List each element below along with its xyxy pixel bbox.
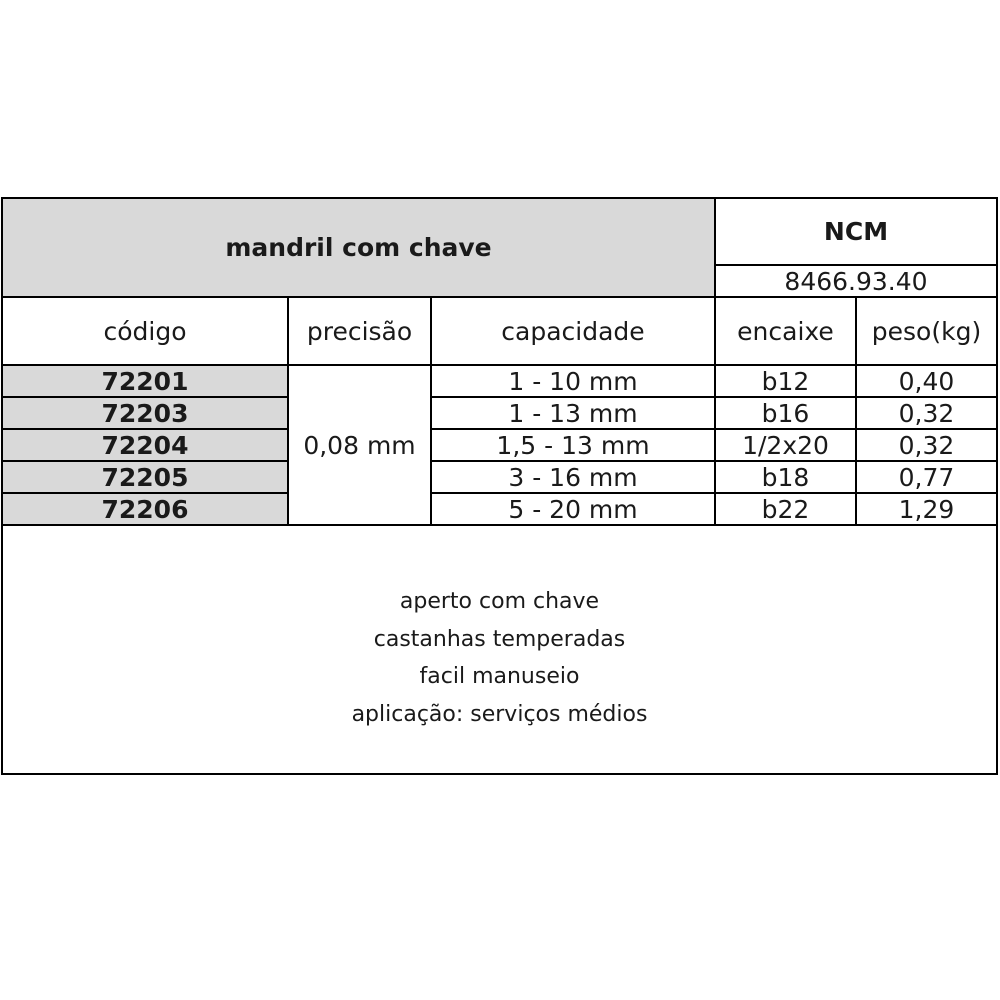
feature-item: aperto com chave: [399, 589, 600, 614]
table-header-row: [3, 297, 996, 365]
feature-item: facil manuseio: [419, 664, 580, 689]
ncm-label: NCM: [715, 199, 996, 265]
table-row: [3, 461, 996, 493]
fit-cell: b22: [715, 493, 856, 525]
column-header-precision: precisão: [288, 297, 431, 365]
capacity-cell: 1 - 13 mm: [431, 397, 715, 429]
table-row: [3, 365, 996, 397]
weight-cell: 0,77: [856, 461, 996, 493]
column-header-code: código: [3, 297, 288, 365]
code-cell: 72201: [3, 365, 288, 397]
fit-cell: b18: [715, 461, 856, 493]
weight-cell: 0,32: [856, 429, 996, 461]
code-cell: 72204: [3, 429, 288, 461]
feature-item: aplicação: serviços médios: [351, 701, 648, 727]
column-header-fit: encaixe: [715, 297, 856, 365]
precision-cell: 0,08 mm: [288, 365, 431, 525]
column-header-capacity: capacidade: [431, 297, 715, 365]
fit-cell: 1/2x20: [715, 429, 856, 461]
feature-list: [3, 583, 996, 733]
spec-table: [3, 199, 996, 526]
weight-cell: 1,29: [856, 493, 996, 525]
product-title: mandril com chave: [3, 199, 715, 297]
column-header-weight: peso(kg): [856, 297, 996, 365]
capacity-cell: 1 - 10 mm: [431, 365, 715, 397]
capacity-cell: 5 - 20 mm: [431, 493, 715, 525]
table-row: [3, 429, 996, 461]
weight-cell: 0,40: [856, 365, 996, 397]
capacity-cell: 3 - 16 mm: [431, 461, 715, 493]
code-cell: 72205: [3, 461, 288, 493]
weight-cell: 0,32: [856, 397, 996, 429]
fit-cell: b12: [715, 365, 856, 397]
code-cell: 72206: [3, 493, 288, 525]
product-spec-sheet: [1, 197, 998, 775]
table-row: [3, 493, 996, 525]
feature-item: castanhas temperadas: [373, 626, 626, 652]
code-cell: 72203: [3, 397, 288, 429]
table-row: [3, 397, 996, 429]
fit-cell: b16: [715, 397, 856, 429]
capacity-cell: 1,5 - 13 mm: [431, 429, 715, 461]
ncm-value: 8466.93.40: [715, 265, 996, 297]
